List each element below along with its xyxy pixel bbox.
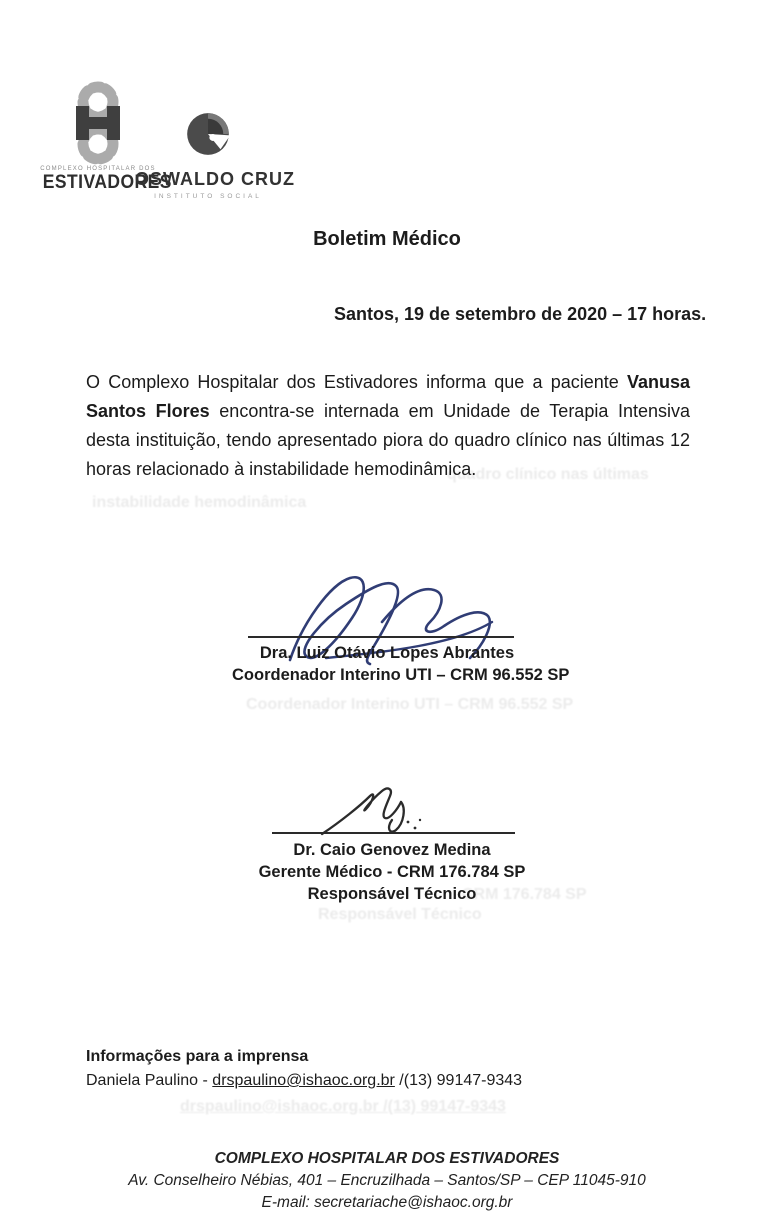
ghost-text: quadro clínico nas últimas	[447, 466, 649, 483]
press-contact-name: Daniela Paulino -	[86, 1072, 213, 1089]
ghost-text: drspaulino@ishaoc.org.br /(13) 99147-9343	[180, 1098, 506, 1115]
signatory-2-role: Gerente Médico - CRM 176.784 SP	[258, 863, 526, 881]
press-contact-email: drspaulino@ishaoc.org.br	[212, 1072, 395, 1089]
press-contact-phone: /(13) 99147-9343	[394, 1072, 523, 1089]
ghost-text: Responsável Técnico	[318, 906, 482, 923]
signatory-1-role: Coordenador Interino UTI – CRM 96.552 SP	[232, 666, 570, 684]
ghost-text: instabilidade hemodinâmica	[92, 494, 307, 511]
handwritten-signature-2	[316, 780, 436, 838]
oswaldo-cruz-logo-sublabel: INSTITUTO SOCIAL	[154, 193, 262, 200]
oswaldo-cruz-icon	[183, 108, 233, 160]
press-contact-line	[86, 1072, 522, 1090]
footer-address: Av. Conselheiro Nébias, 401 – Encruzilhada – Santos/SP – CEP 11045-910	[128, 1172, 646, 1189]
press-info-heading: Informações para a imprensa	[86, 1048, 309, 1065]
ghost-text: CRM 176.784 SP	[462, 886, 587, 903]
ghost-text: Coordenador Interino UTI – CRM 96.552 SP	[246, 696, 574, 713]
estivadores-logo-label: ESTIVADORES	[42, 172, 172, 193]
signature-line-1	[248, 636, 514, 638]
body-text-part1: O Complexo Hospitalar dos Estivadores informa que a paciente	[86, 372, 627, 392]
signatory-2-role2: Responsável Técnico	[307, 885, 477, 903]
dateline: Santos, 19 de setembro de 2020 – 17 horas.	[334, 304, 707, 324]
signatory-2-name: Dr. Caio Genovez Medina	[293, 841, 491, 859]
body-text-part2: encontra-se internada em Unidade de Terapia Intensiva desta instituição, tendo apresentado piora do quadro clínico nas últimas 12 horas relacionado à instabilidade hemodinâmica.	[86, 401, 691, 479]
oswaldo-cruz-logo-label: OSWALDO CRUZ	[135, 169, 295, 189]
patient-name: Vanusa Santos Flores	[86, 372, 690, 421]
oswaldo-cruz-logo	[135, 108, 295, 200]
signatory-1-block	[232, 642, 570, 686]
estivadores-logo-caption: COMPLEXO HOSPITALAR DOS	[40, 166, 156, 172]
footer-email: E-mail: secretariache@ishaoc.org.br	[261, 1194, 513, 1211]
signature-line-2	[272, 832, 515, 834]
signatory-1-name: Dra. Luiz Otávio Lopes Abrantes	[259, 644, 515, 662]
footer-hospital-name: COMPLEXO HOSPITALAR DOS ESTIVADORES	[214, 1150, 560, 1167]
document-title: Boletim Médico	[313, 228, 461, 250]
